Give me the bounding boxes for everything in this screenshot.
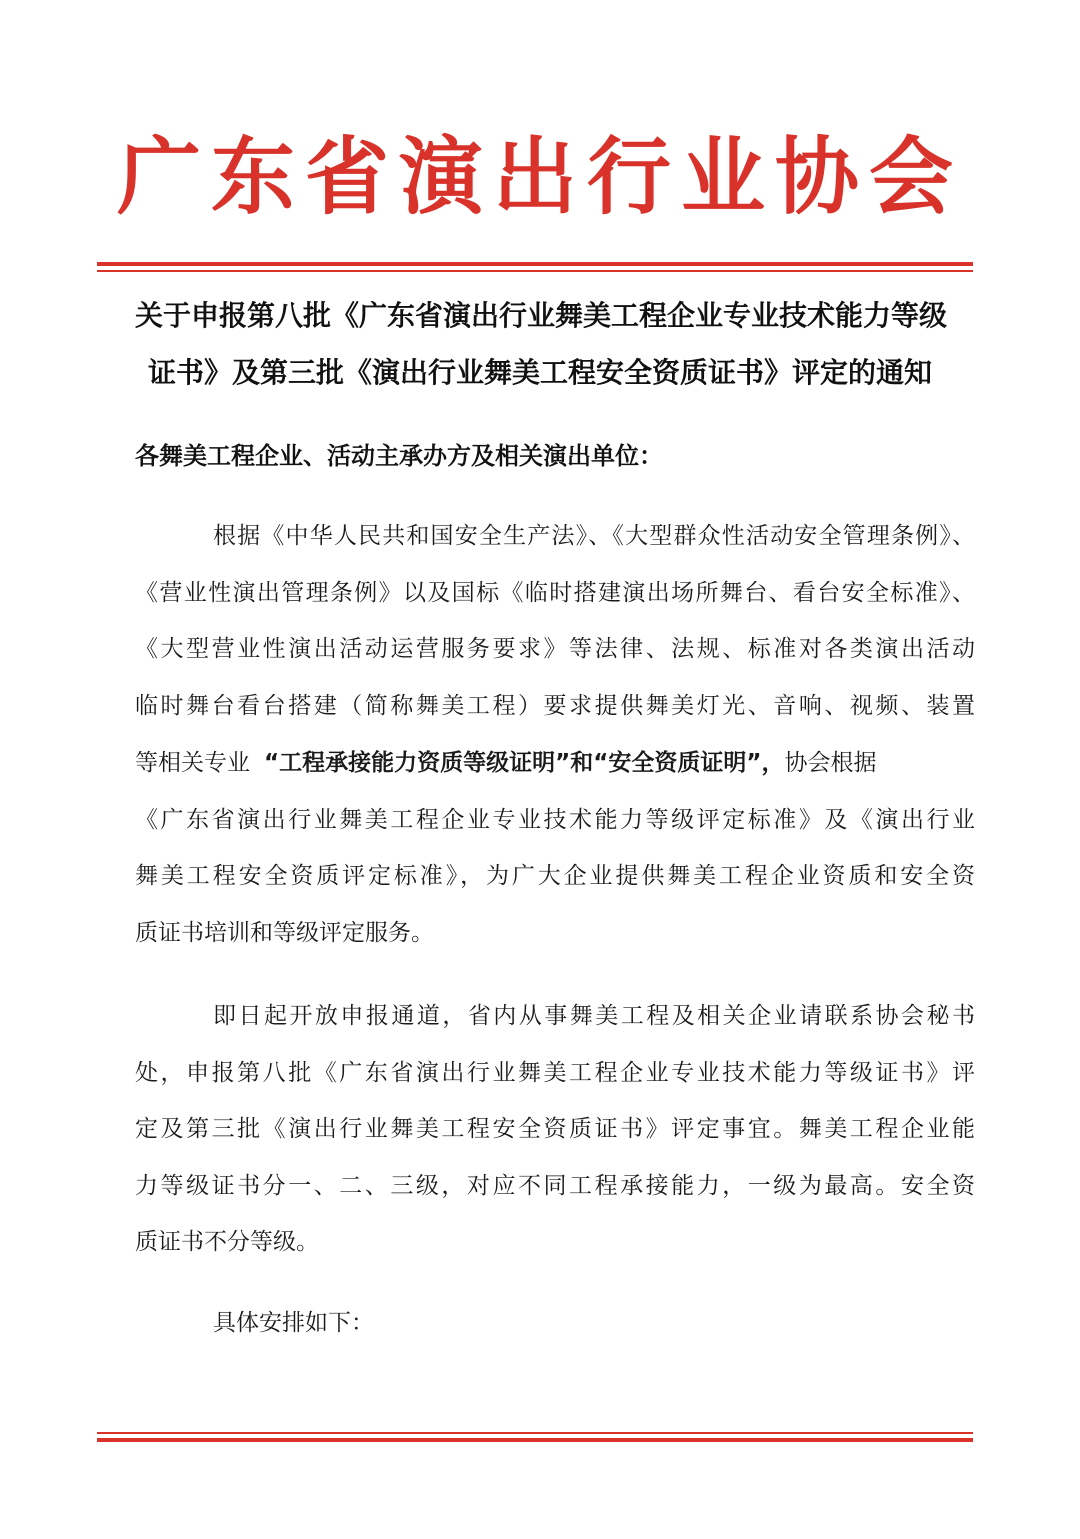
letterhead-rule-top — [97, 262, 973, 266]
certificate-emphasis: “工程承接能力资质等级证明”和“安全资质证明”， — [264, 750, 785, 776]
paragraph-1-line: 根据《中华人民共和国安全生产法》、《大型群众性活动安全管理条例》、 — [213, 523, 975, 549]
paragraph-1-line: 临时舞台看台搭建（简称舞美工程）要求提供舞美灯光、音响、视频、装置 — [135, 693, 975, 719]
notice-title-line-2: 证书》及第三批《演出行业舞美工程安全资质证书》评定的通知 — [148, 356, 933, 389]
paragraph-2-line: 定及第三批《演出行业舞美工程安全资质证书》评定事宜。舞美工程企业能 — [135, 1116, 975, 1142]
paragraph-2-line: 力等级证书分一、二、三级，对应不同工程承接能力，一级为最高。安全资 — [135, 1173, 975, 1199]
paragraph-1-line: 舞美工程安全资质评定标准》，为广大企业提供舞美工程企业资质和安全资 — [135, 863, 975, 889]
paragraph-1-line-with-emphasis — [135, 746, 975, 780]
paragraph-2-line: 即日起开放申报通道，省内从事舞美工程及相关企业请联系协会秘书 — [213, 1003, 975, 1029]
letterhead-rule-bottom — [97, 270, 973, 272]
footer-rule-bottom — [97, 1438, 973, 1442]
paragraph-1-line-5-suffix: 协会根据 — [784, 750, 877, 776]
paragraph-1-line-5-prefix: 等相关专业 — [135, 750, 250, 776]
paragraph-1-line: 《大型营业性演出活动运营服务要求》等法律、法规、标准对各类演出活动 — [135, 636, 975, 662]
addressee: 各舞美工程企业、活动主承办方及相关演出单位： — [135, 442, 663, 470]
paragraph-1-line: 《广东省演出行业舞美工程企业专业技术能力等级评定标准》及《演出行业 — [135, 807, 975, 833]
organization-letterhead: 广东省演出行业协会 — [116, 127, 963, 226]
paragraph-3: 具体安排如下： — [213, 1310, 374, 1336]
paragraph-1-line: 质证书培训和等级评定服务。 — [135, 920, 434, 946]
paragraph-2-line: 质证书不分等级。 — [135, 1229, 319, 1255]
footer-rule-top — [97, 1432, 973, 1434]
paragraph-2-line: 处，申报第八批《广东省演出行业舞美工程企业专业技术能力等级证书》评 — [135, 1060, 975, 1086]
notice-title-line-1: 关于申报第八批《广东省演出行业舞美工程企业专业技术能力等级 — [135, 299, 948, 332]
paragraph-1-line: 《营业性演出管理条例》以及国标《临时搭建演出场所舞台、看台安全标准》、 — [135, 580, 975, 606]
